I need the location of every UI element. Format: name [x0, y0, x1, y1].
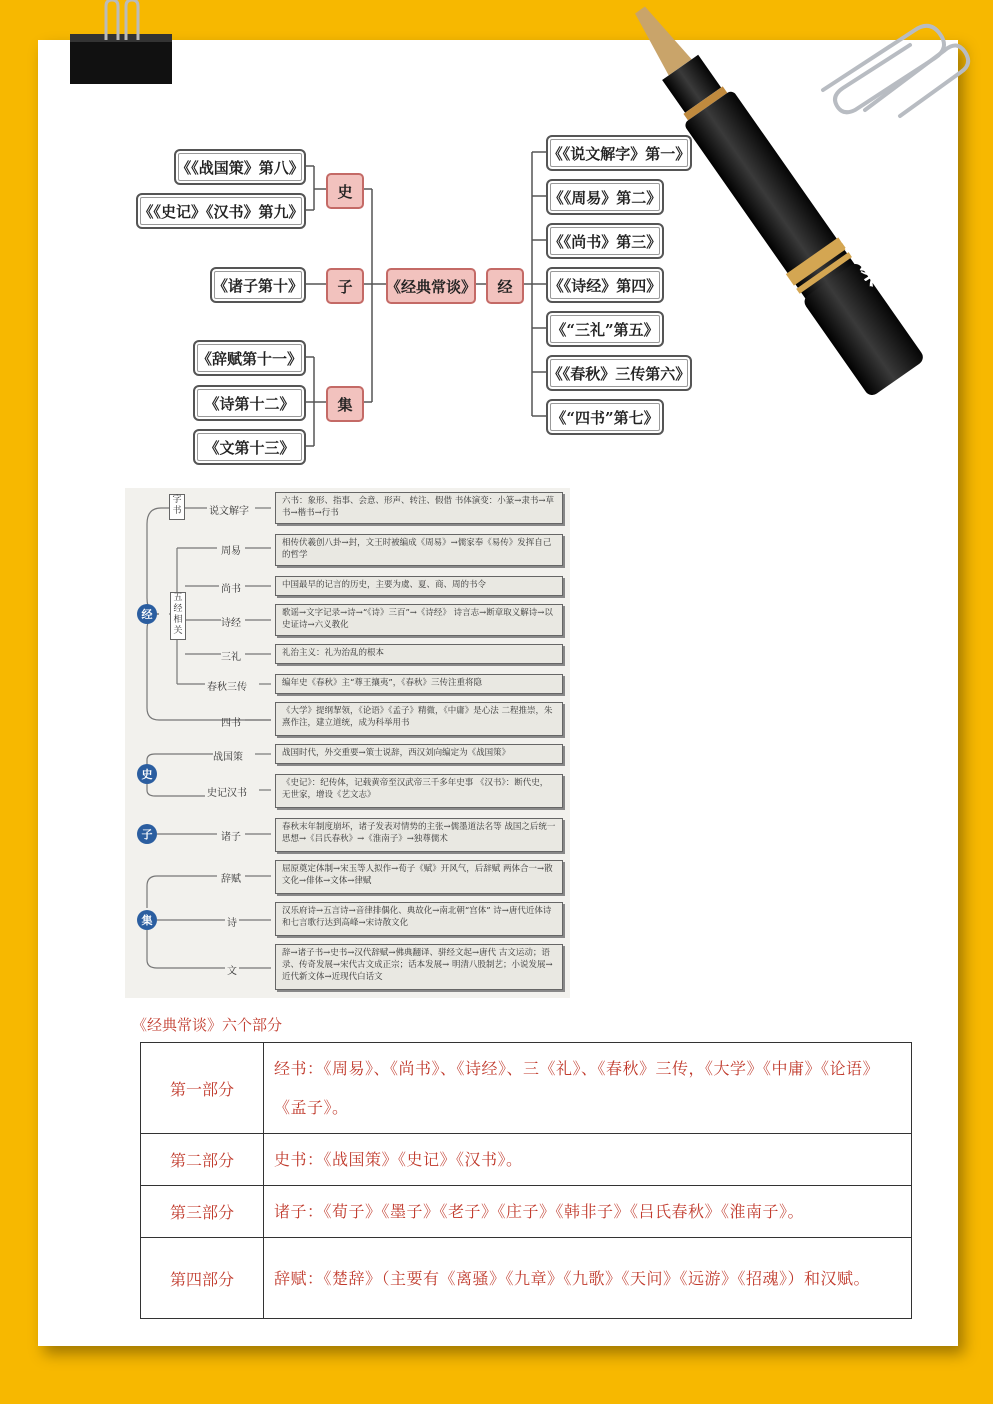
mindmap-node-zi: 子: [326, 268, 364, 304]
mindmap-jing-item: 《《尚书》第三》: [546, 223, 664, 259]
category-circle-jing: 经: [137, 604, 157, 624]
mindmap-jing-item: 《《诗经》第四》: [546, 267, 664, 303]
part-name: 第一部分: [141, 1043, 264, 1134]
mindmap-connectors: [0, 0, 993, 480]
mindmap-node-shi: 史: [326, 173, 364, 209]
table-row: [141, 1238, 912, 1319]
watermark-text: @一起备课: [797, 164, 892, 291]
table-row: [141, 1134, 912, 1186]
mindmap-zi-item: 《诸子第十》: [210, 267, 306, 303]
detail-box: 《史记》：纪传体，记载黄帝至汉武帝三千多年史事 《汉书》：断代史，无世家，增设《艺文志》: [275, 774, 563, 808]
table-row: [141, 1043, 912, 1134]
row-label: 周易: [221, 546, 241, 557]
detail-box: 《大学》提纲挈领，《论语》《孟子》精微，《中庸》是心法 二程推崇，朱熹作注，建立道统，成为科举用书: [275, 702, 563, 736]
part-content: 辞赋：《楚辞》（主要有《离骚》《九章》《九歌》《天问》《远游》《招魂》）和汉赋。: [264, 1238, 912, 1319]
mindmap-jing-item: 《《说文解字》第一》: [546, 135, 692, 171]
detail-box: 六书：象形、指事、会意、形声、转注、假借 书体演变：小篆→隶书→草书→楷书→行书: [275, 492, 563, 524]
row-label: 四书: [221, 718, 241, 729]
row-label: 说文解字: [209, 506, 249, 517]
row-label: 诗: [227, 918, 237, 929]
table-row: [141, 1186, 912, 1238]
row-label: 战国策: [213, 752, 243, 763]
detail-box: 编年史《春秋》主“尊王攘夷”，《春秋》三传注重将隐: [275, 674, 563, 694]
mindmap-jing-item: 《《春秋》三传第六》: [546, 355, 692, 391]
category-circle-zi: 子: [137, 824, 157, 844]
detail-box: 汉乐府诗→五言诗→音律排偶化、典故化→南北朝“宫体” 诗→唐代近体诗和七言歌行达到高峰→宋诗散文化: [275, 902, 563, 936]
category-circle-shi: 史: [137, 764, 157, 784]
row-label: 春秋三传: [207, 682, 247, 693]
mindmap-jing-item: 《“三礼”第五》: [546, 311, 664, 347]
row-label: 诸子: [221, 832, 241, 843]
row-label: 文: [227, 966, 237, 977]
detail-box: 春秋末年制度崩坏，诸子发表对情势的主张→儒墨道法名等 战国之后统一思想→《吕氏春秋》→《淮南子》→独尊儒术: [275, 818, 563, 852]
detail-box: 辞→诸子书→史书→汉代辞赋→佛典翻译、骈经文起→唐代 古文运动；语录、传奇发展→宋代古文成正宗；话本发展→ 明清八股制艺；小说发展→近代新文体→近现代白话文: [275, 944, 563, 990]
mindmap-node-ji: 集: [326, 386, 364, 422]
detail-box: 屈原奠定体制→宋玉等人拟作→荀子《赋》开风气，后辞赋 两体合一→散文化→俳体→文体→律赋: [275, 860, 563, 894]
detail-box: 中国最早的记言的历史，主要为虞、夏、商、周的书令: [275, 576, 563, 596]
detail-box: 战国时代，外交重要→策士说辞，西汉刘向编定为《战国策》: [275, 744, 563, 764]
detail-diagram: [125, 488, 570, 998]
part-name: 第三部分: [141, 1186, 264, 1238]
mindmap-ji-item: 《文第十三》: [193, 429, 306, 465]
mindmap-shi-item: 《《战国策》第八》: [174, 149, 306, 185]
row-label: 史记汉书: [207, 788, 247, 799]
mindmap: [0, 0, 993, 480]
category-circle-ji: 集: [137, 910, 157, 930]
mindmap-center: 《经典常谈》: [386, 268, 476, 304]
zishu-label: 字书: [169, 494, 185, 520]
part-name: 第四部分: [141, 1238, 264, 1319]
detail-box: 礼治主义：礼为治乱的根本: [275, 644, 563, 664]
part-content: 史书：《战国策》《史记》《汉书》。: [264, 1134, 912, 1186]
mindmap-ji-item: 《辞赋第十一》: [193, 340, 306, 376]
detail-box: 相传伏羲创八卦→封，文王时被编成《周易》→儒家奉《易传》发挥自己的哲学: [275, 534, 563, 566]
detail-box: 歌谣→文字记录→诗→“《诗》三百”→《诗经》 诗言志→断章取义解诗→以史证诗→六义教化: [275, 604, 563, 636]
table-caption: 《经典常谈》六个部分: [132, 1016, 283, 1034]
mindmap-jing-item: 《“四书”第七》: [546, 399, 664, 435]
mindmap-node-jing: 经: [486, 268, 524, 304]
mindmap-ji-item: 《诗第十二》: [193, 385, 306, 421]
row-label: 尚书: [221, 584, 241, 595]
row-label: 三礼: [221, 652, 241, 663]
part-name: 第二部分: [141, 1134, 264, 1186]
mindmap-shi-item: 《《史记》《汉书》第九》: [136, 193, 306, 229]
part-content: 经书：《周易》、《尚书》、《诗经》、三《礼》、《春秋》三传，《大学》《中庸》《论语》《孟子》。: [264, 1043, 912, 1134]
wujing-label: 五经相关: [170, 592, 186, 640]
part-content: 诸子：《荀子》《墨子》《老子》《庄子》《韩非子》《吕氏春秋》《淮南子》。: [264, 1186, 912, 1238]
parts-table: [140, 1042, 912, 1319]
row-label: 诗经: [221, 618, 241, 629]
row-label: 辞赋: [221, 874, 241, 885]
mindmap-jing-item: 《《周易》第二》: [546, 179, 664, 215]
